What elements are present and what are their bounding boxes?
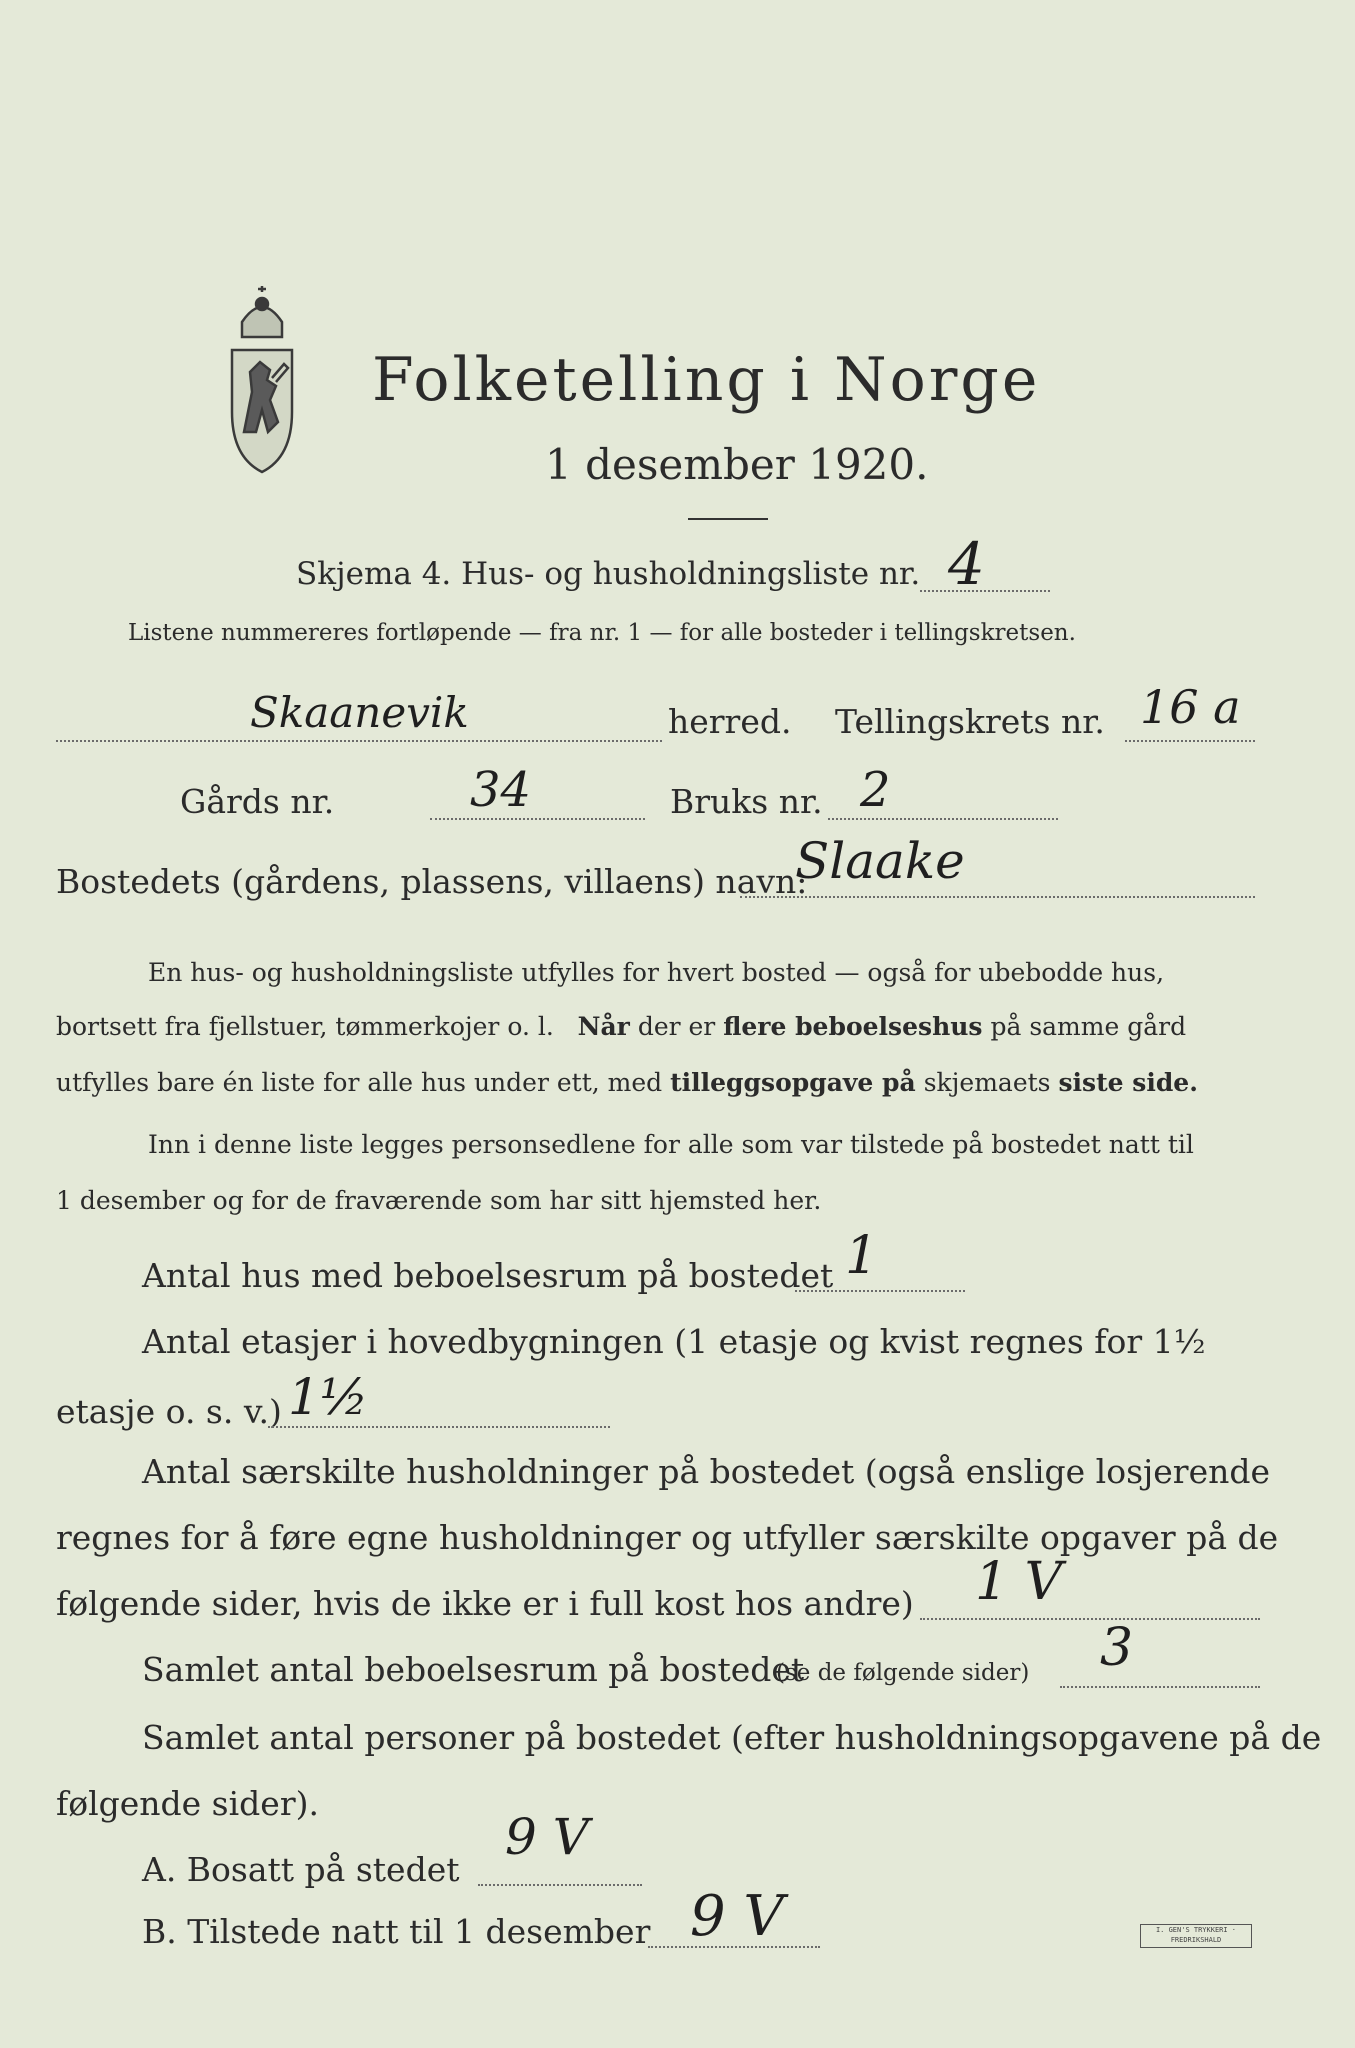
instruction-text: der er [637, 1012, 716, 1041]
herred-value: Skaanevik [250, 688, 469, 737]
instruction-line-3 [56, 1068, 1198, 1097]
instruction-line-2 [56, 1012, 1186, 1041]
instruction-text: skjemaets [923, 1068, 1051, 1097]
hus-label: Antal hus med beboelsesrum på bostedet [142, 1256, 834, 1295]
instruction-text: utfylles bare én liste for alle hus under ett, med [56, 1068, 663, 1097]
etasjer-field[interactable] [268, 1426, 610, 1428]
husholdninger-field[interactable] [920, 1618, 1260, 1620]
list-no-field[interactable] [920, 590, 1050, 592]
gards-value: 34 [470, 762, 532, 818]
herred-field[interactable] [56, 740, 662, 742]
hus-field[interactable] [795, 1290, 965, 1292]
rum-label: Samlet antal beboelsesrum på bostedet [142, 1650, 805, 1689]
instruction-bold: tilleggsopgave på [670, 1068, 916, 1097]
schema-label: Skjema 4. Hus- og husholdningsliste nr. [296, 556, 921, 592]
tellingskrets-value: 16 a [1140, 680, 1241, 734]
bruks-value: 2 [860, 762, 891, 818]
bosatt-field[interactable] [478, 1884, 642, 1886]
bosatt-value: 9 V [505, 1808, 589, 1866]
instruction-line-5: 1 desember og for de fraværende som har sitt hjemsted her. [56, 1186, 822, 1215]
tilstede-label: B. Tilstede natt til 1 desember [142, 1912, 651, 1951]
bruks-field[interactable] [828, 818, 1058, 820]
etasjer-line-1: Antal etasjer i hovedbygningen (1 etasje og kvist regnes for 1½ [142, 1322, 1206, 1361]
gards-label: Gårds nr. [180, 782, 335, 821]
tellingskrets-field[interactable] [1125, 740, 1255, 742]
etasjer-line-2: etasje o. s. v.) [56, 1392, 282, 1431]
rum-field[interactable] [1060, 1686, 1260, 1688]
herred-label: herred. [668, 702, 792, 741]
tilstede-value: 9 V [690, 1884, 784, 1949]
norway-coat-of-arms-icon [212, 282, 312, 482]
personer-line-2: følgende sider). [56, 1784, 319, 1823]
list-no-value: 4 [948, 530, 985, 598]
page-title: Folketelling i Norge [372, 345, 1041, 415]
gards-field[interactable] [430, 818, 645, 820]
title-divider [688, 518, 768, 520]
instruction-bold: flere beboelseshus [723, 1012, 983, 1041]
census-date: 1 desember 1920. [545, 440, 929, 489]
printer-stamp: I. GEN'S TRYKKERI · FREDRIKSHALD [1140, 1924, 1252, 1948]
etasjer-value: 1½ [288, 1368, 369, 1426]
husholdninger-line-2: regnes for å føre egne husholdninger og utfyller særskilte opgaver på de [56, 1518, 1279, 1557]
bosted-value: Slaake [795, 832, 965, 890]
instruction-line-1: En hus- og husholdningsliste utfylles for hvert bosted — også for ubebodde hus, [148, 958, 1165, 987]
schema-note: Listene nummereres fortløpende — fra nr. 1 — for alle bosteder i tellingskretsen. [128, 620, 1076, 646]
instruction-text: på samme gård [990, 1012, 1187, 1041]
instruction-text: bortsett fra fjellstuer, tømmerkojer o. l. [56, 1012, 554, 1041]
instruction-line-4: Inn i denne liste legges personsedlene for alle som var tilstede på bostedet natt til [148, 1130, 1194, 1159]
bosted-label: Bostedets (gårdens, plassens, villaens) navn: [56, 862, 808, 901]
bosatt-label: A. Bosatt på stedet [142, 1850, 460, 1889]
tellingskrets-label: Tellingskrets nr. [835, 702, 1105, 741]
rum-value: 3 [1100, 1618, 1134, 1678]
instruction-bold: Når [577, 1012, 630, 1041]
husholdninger-value: 1 V [975, 1552, 1063, 1612]
husholdninger-line-1: Antal særskilte husholdninger på bostedet (også enslige losjerende [142, 1452, 1271, 1491]
hus-value: 1 [845, 1226, 879, 1286]
rum-note: (se de følgende sider) [776, 1660, 1030, 1686]
bruks-label: Bruks nr. [670, 782, 823, 821]
husholdninger-line-3: følgende sider, hvis de ikke er i full kost hos andre) [56, 1584, 914, 1623]
bosted-field[interactable] [740, 896, 1255, 898]
instruction-bold: siste side. [1058, 1068, 1198, 1097]
personer-line-1: Samlet antal personer på bostedet (efter husholdningsopgavene på de [142, 1718, 1322, 1757]
